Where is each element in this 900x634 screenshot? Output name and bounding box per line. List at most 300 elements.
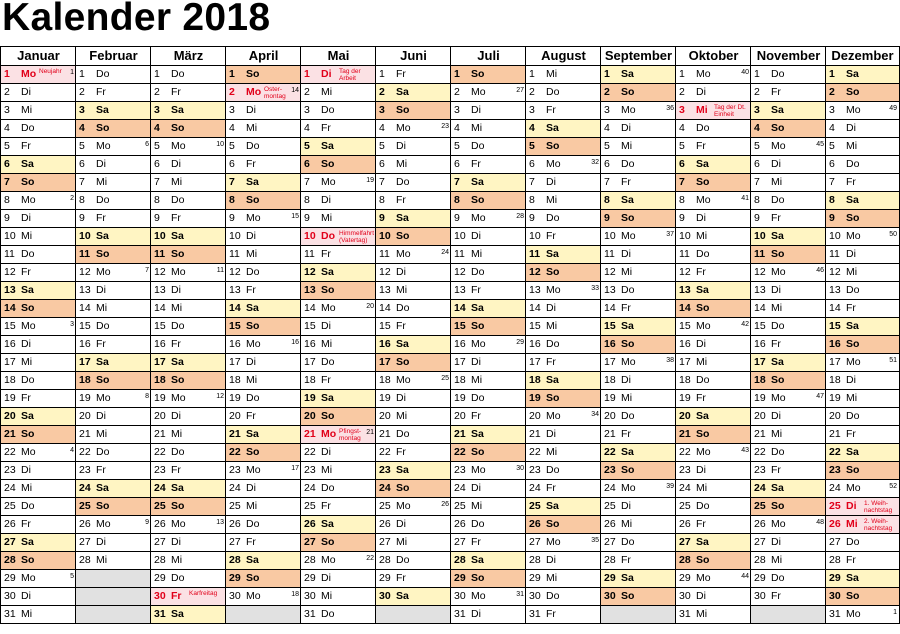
day-number: 5: [604, 140, 610, 152]
day-cell: [526, 552, 601, 570]
day-number: 16: [4, 338, 16, 350]
day-number: 2: [79, 86, 85, 98]
day-number: 13: [454, 284, 466, 296]
day-cell: [301, 138, 376, 156]
day-cell: [826, 282, 899, 300]
day-number: 13: [304, 284, 316, 296]
weekday-label: So: [471, 572, 485, 584]
day-cell: [676, 300, 751, 318]
weekday-label: Di: [321, 194, 331, 206]
day-cell: [1, 228, 76, 246]
day-cell: [376, 570, 451, 588]
weekday-label: Sa: [171, 356, 184, 368]
day-cell: [301, 84, 376, 102]
day-number: 24: [304, 482, 316, 494]
day-number: 20: [154, 410, 166, 422]
day-cell: [301, 192, 376, 210]
day-number: 17: [379, 356, 391, 368]
day-number: 25: [604, 500, 616, 512]
empty-cell: [226, 606, 301, 624]
day-cell: [526, 570, 601, 588]
day-cell: [76, 300, 151, 318]
day-number: 16: [679, 338, 691, 350]
weekday-label: Di: [846, 122, 856, 134]
weekday-label: Fr: [621, 176, 631, 188]
weekday-label: Di: [21, 212, 31, 224]
day-number: 30: [604, 590, 616, 602]
day-cell: [826, 390, 899, 408]
day-number: 6: [154, 158, 160, 170]
weekday-label: Mi: [771, 176, 783, 188]
day-cell: [226, 552, 301, 570]
week-number: 36: [666, 105, 674, 112]
day-cell: [301, 246, 376, 264]
day-number: 8: [229, 194, 235, 206]
day-number: 23: [154, 464, 166, 476]
day-number: 17: [229, 356, 241, 368]
weekday-label: Fr: [771, 338, 781, 350]
day-cell: [676, 228, 751, 246]
day-number: 10: [454, 230, 466, 242]
day-number: 22: [754, 446, 766, 458]
week-number: 49: [889, 105, 897, 112]
week-number: 38: [666, 357, 674, 364]
day-cell: [526, 156, 601, 174]
week-number: 25: [441, 375, 449, 382]
day-number: 17: [304, 356, 316, 368]
empty-cell: [601, 606, 676, 624]
weekday-label: Sa: [96, 356, 109, 368]
day-cell: [226, 426, 301, 444]
week-number: 44: [741, 573, 749, 580]
day-number: 3: [604, 104, 610, 116]
day-number: 9: [229, 212, 235, 224]
week-number: 40: [741, 69, 749, 76]
day-number: 24: [4, 482, 16, 494]
footer-strip: [0, 626, 900, 634]
weekday-label: Fr: [771, 590, 781, 602]
day-number: 19: [754, 392, 766, 404]
day-cell: [226, 336, 301, 354]
day-cell: [451, 246, 526, 264]
day-number: 16: [229, 338, 241, 350]
day-number: 20: [379, 410, 391, 422]
day-cell: [301, 552, 376, 570]
day-number: 14: [154, 302, 166, 314]
day-number: 16: [529, 338, 541, 350]
day-number: 18: [154, 374, 166, 386]
weekday-label: Fr: [246, 410, 256, 422]
weekday-label: Mo: [96, 140, 111, 152]
day-cell: [751, 516, 826, 534]
day-cell: [76, 120, 151, 138]
weekday-label: Sa: [396, 464, 409, 476]
weekday-label: So: [696, 302, 710, 314]
day-number: 10: [4, 230, 16, 242]
weekday-label: So: [846, 590, 860, 602]
day-cell: [451, 516, 526, 534]
weekday-label: Sa: [96, 230, 109, 242]
weekday-label: Do: [396, 176, 410, 188]
day-number: 21: [829, 428, 841, 440]
weekday-label: Do: [171, 446, 185, 458]
day-number: 19: [379, 392, 391, 404]
day-cell: [1, 534, 76, 552]
day-number: 26: [304, 518, 316, 530]
day-number: 7: [679, 176, 685, 188]
weekday-label: Do: [846, 536, 860, 548]
day-cell: [226, 462, 301, 480]
day-number: 5: [304, 140, 310, 152]
day-cell: [376, 462, 451, 480]
weekday-label: Di: [771, 158, 781, 170]
day-cell: [751, 84, 826, 102]
weekday-label: So: [471, 68, 485, 80]
day-number: 6: [79, 158, 85, 170]
day-number: 7: [154, 176, 160, 188]
weekday-label: Di: [321, 572, 331, 584]
day-number: 20: [754, 410, 766, 422]
day-cell: [526, 390, 601, 408]
day-number: 22: [604, 446, 616, 458]
day-cell: [76, 372, 151, 390]
day-number: 30: [829, 590, 841, 602]
day-cell: [451, 318, 526, 336]
weekday-label: Di: [396, 392, 406, 404]
holiday-name: Tag der Arbeit: [339, 68, 361, 82]
weekday-label: Sa: [696, 410, 709, 422]
weekday-label: Di: [246, 482, 256, 494]
day-number: 14: [754, 302, 766, 314]
weekday-label: Fr: [396, 194, 406, 206]
weekday-label: Mo: [171, 140, 186, 152]
day-cell: [376, 102, 451, 120]
day-cell: [826, 318, 899, 336]
day-cell: [76, 84, 151, 102]
day-cell: [301, 300, 376, 318]
day-number: 10: [679, 230, 691, 242]
day-cell: [676, 156, 751, 174]
day-cell: [376, 282, 451, 300]
day-cell: [676, 318, 751, 336]
day-number: 14: [529, 302, 541, 314]
week-number: 1: [70, 69, 74, 76]
day-cell: [751, 300, 826, 318]
day-number: 4: [379, 122, 385, 134]
day-cell: [751, 426, 826, 444]
day-number: 22: [304, 446, 316, 458]
weekday-label: Mo: [546, 284, 561, 296]
weekday-label: Mi: [771, 554, 783, 566]
day-cell: [751, 372, 826, 390]
day-cell: [301, 426, 376, 444]
weekday-label: So: [396, 230, 410, 242]
weekday-label: So: [21, 302, 35, 314]
weekday-label: Do: [546, 464, 560, 476]
day-cell: [151, 354, 226, 372]
weekday-label: So: [396, 104, 410, 116]
weekday-label: Sa: [546, 500, 559, 512]
day-number: 12: [379, 266, 391, 278]
weekday-label: Mo: [846, 482, 861, 494]
day-cell: [676, 390, 751, 408]
day-number: 3: [229, 104, 235, 116]
day-cell: [526, 246, 601, 264]
holiday-name: Tag der Dt. Einheit: [714, 104, 746, 118]
day-cell: [676, 372, 751, 390]
weekday-label: Fr: [96, 338, 106, 350]
weekday-label: Do: [321, 230, 335, 242]
day-cell: [226, 246, 301, 264]
day-number: 11: [679, 248, 690, 260]
weekday-label: Di: [396, 140, 406, 152]
day-number: 12: [754, 266, 766, 278]
week-number: 8: [145, 393, 149, 400]
weekday-label: Mi: [21, 608, 33, 620]
day-cell: [451, 462, 526, 480]
day-cell: [451, 570, 526, 588]
weekday-label: Do: [246, 392, 260, 404]
day-cell: [676, 102, 751, 120]
weekday-label: Mo: [471, 86, 486, 98]
day-cell: [1, 606, 76, 624]
weekday-label: Di: [621, 500, 631, 512]
day-number: 30: [754, 590, 766, 602]
day-cell: [601, 390, 676, 408]
day-number: 19: [454, 392, 466, 404]
month-column: [675, 46, 751, 624]
day-number: 16: [154, 338, 166, 350]
weekday-label: Do: [471, 140, 485, 152]
day-cell: [76, 138, 151, 156]
week-number: 31: [516, 591, 524, 598]
day-cell: [451, 228, 526, 246]
week-number: 17: [291, 465, 299, 472]
weekday-label: Fr: [621, 428, 631, 440]
day-number: 6: [304, 158, 310, 170]
weekday-label: Do: [96, 320, 110, 332]
day-number: 23: [829, 464, 841, 476]
day-cell: [826, 300, 899, 318]
weekday-label: Fr: [471, 536, 481, 548]
day-number: 15: [154, 320, 166, 332]
day-number: 29: [679, 572, 691, 584]
day-number: 28: [304, 554, 316, 566]
day-number: 3: [529, 104, 535, 116]
day-number: 12: [454, 266, 466, 278]
page-title: Kalender 2018: [2, 0, 271, 39]
day-number: 18: [304, 374, 316, 386]
weekday-label: Do: [396, 428, 410, 440]
day-cell: [526, 102, 601, 120]
day-cell: [1, 516, 76, 534]
weekday-label: So: [246, 194, 260, 206]
day-number: 14: [304, 302, 316, 314]
day-number: 21: [4, 428, 16, 440]
weekday-label: So: [621, 590, 635, 602]
day-number: 21: [679, 428, 691, 440]
weekday-label: Mo: [621, 104, 636, 116]
day-number: 10: [604, 230, 616, 242]
empty-cell: [376, 606, 451, 624]
weekday-label: Mo: [246, 590, 261, 602]
day-number: 1: [829, 68, 835, 80]
day-cell: [151, 498, 226, 516]
weekday-label: Mo: [771, 518, 786, 530]
day-cell: [301, 210, 376, 228]
day-cell: [826, 84, 899, 102]
day-cell: [76, 534, 151, 552]
day-cell: [676, 282, 751, 300]
weekday-label: Fr: [171, 212, 181, 224]
day-number: 14: [79, 302, 91, 314]
day-cell: [751, 336, 826, 354]
weekday-label: Do: [246, 266, 260, 278]
week-number: 51: [889, 357, 897, 364]
weekday-label: Sa: [771, 104, 784, 116]
day-number: 26: [229, 518, 241, 530]
weekday-label: Mi: [321, 338, 333, 350]
day-cell: [226, 390, 301, 408]
weekday-label: Mi: [171, 302, 183, 314]
day-cell: [1, 390, 76, 408]
day-cell: [151, 462, 226, 480]
week-number: 5: [70, 573, 74, 580]
weekday-label: Mi: [621, 140, 633, 152]
day-number: 2: [379, 86, 385, 98]
day-number: 29: [304, 572, 316, 584]
day-cell: [1, 192, 76, 210]
day-cell: [151, 606, 226, 624]
day-number: 17: [454, 356, 466, 368]
weekday-label: Mi: [246, 248, 258, 260]
month-column: [375, 46, 451, 624]
weekday-label: Fr: [546, 230, 556, 242]
weekday-label: Mo: [396, 248, 411, 260]
weekday-label: Mo: [621, 482, 636, 494]
weekday-label: Sa: [546, 374, 559, 386]
day-number: 18: [829, 374, 841, 386]
day-cell: [676, 138, 751, 156]
day-number: 24: [679, 482, 691, 494]
weekday-label: Di: [21, 86, 31, 98]
day-number: 21: [79, 428, 91, 440]
weekday-label: Do: [321, 608, 335, 620]
day-number: 28: [679, 554, 691, 566]
day-number: 5: [829, 140, 835, 152]
weekday-label: Do: [96, 68, 110, 80]
day-cell: [526, 534, 601, 552]
day-cell: [376, 210, 451, 228]
day-number: 18: [379, 374, 391, 386]
weekday-label: Mi: [471, 500, 483, 512]
day-cell: [1, 300, 76, 318]
day-cell: [1, 138, 76, 156]
day-cell: [676, 120, 751, 138]
day-number: 6: [679, 158, 685, 170]
day-cell: [451, 174, 526, 192]
day-number: 11: [754, 248, 766, 260]
day-number: 13: [379, 284, 391, 296]
day-cell: [1, 156, 76, 174]
day-cell: [601, 354, 676, 372]
day-cell: [826, 264, 899, 282]
day-cell: [751, 354, 826, 372]
weekday-label: Sa: [696, 158, 709, 170]
weekday-label: Fr: [21, 266, 31, 278]
week-number: 50: [889, 231, 897, 238]
weekday-label: Di: [621, 248, 631, 260]
day-number: 30: [229, 590, 241, 602]
day-cell: [151, 264, 226, 282]
weekday-label: Mi: [21, 482, 33, 494]
day-number: 27: [79, 536, 91, 548]
day-number: 8: [304, 194, 310, 206]
day-cell: [826, 246, 899, 264]
weekday-label: So: [546, 140, 560, 152]
day-number: 26: [4, 518, 16, 530]
weekday-label: Sa: [396, 590, 409, 602]
day-number: 2: [829, 86, 835, 98]
day-cell: [376, 66, 451, 84]
day-cell: [751, 552, 826, 570]
day-number: 30: [679, 590, 691, 602]
weekday-label: Di: [471, 104, 481, 116]
weekday-label: So: [321, 284, 335, 296]
weekday-label: Mi: [96, 176, 108, 188]
weekday-label: Fr: [846, 302, 856, 314]
day-number: 6: [829, 158, 835, 170]
day-cell: [226, 228, 301, 246]
weekday-label: Mi: [846, 140, 858, 152]
day-number: 9: [679, 212, 685, 224]
day-number: 20: [454, 410, 466, 422]
day-cell: [451, 336, 526, 354]
day-cell: [226, 444, 301, 462]
day-number: 8: [754, 194, 760, 206]
weekday-label: Di: [171, 158, 181, 170]
weekday-label: Mo: [321, 428, 337, 440]
weekday-label: So: [171, 374, 185, 386]
weekday-label: Do: [771, 572, 785, 584]
day-cell: [826, 156, 899, 174]
day-number: 24: [829, 482, 841, 494]
weekday-label: Fr: [471, 284, 481, 296]
weekday-label: Di: [21, 338, 31, 350]
weekday-label: Mo: [771, 266, 786, 278]
day-cell: [526, 372, 601, 390]
day-cell: [151, 120, 226, 138]
weekday-label: So: [96, 374, 110, 386]
day-cell: [526, 174, 601, 192]
weekday-label: Sa: [846, 68, 859, 80]
weekday-label: Do: [21, 500, 35, 512]
weekday-label: Mo: [396, 500, 411, 512]
weekday-label: Sa: [621, 68, 634, 80]
weekday-label: Sa: [621, 446, 634, 458]
weekday-label: Di: [96, 158, 106, 170]
weekday-label: Mi: [696, 482, 708, 494]
day-number: 28: [454, 554, 466, 566]
day-number: 22: [679, 446, 691, 458]
day-number: 17: [4, 356, 16, 368]
day-number: 1: [379, 68, 385, 80]
weekday-label: Sa: [321, 392, 334, 404]
weekday-label: Sa: [621, 572, 634, 584]
week-number: 32: [591, 159, 599, 166]
weekday-label: Sa: [246, 302, 259, 314]
day-number: 24: [229, 482, 241, 494]
